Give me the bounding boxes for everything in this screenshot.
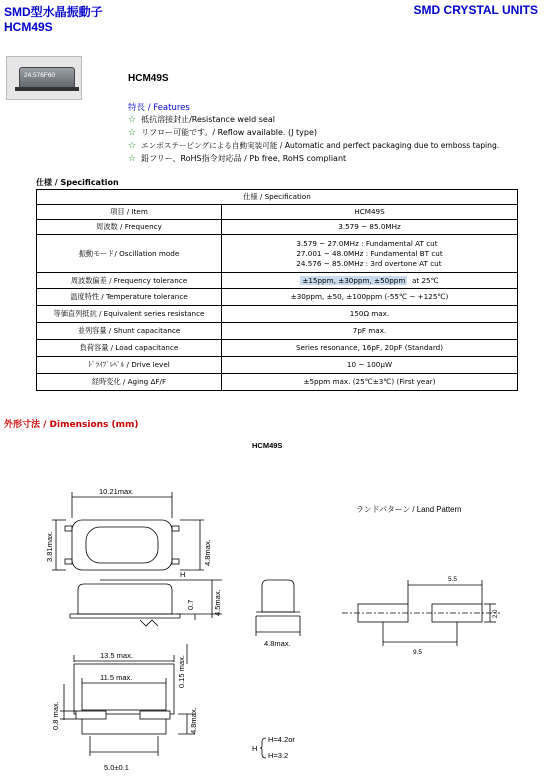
table-row: 温度特性 / Temperature tolerance ±30ppm, ±50, ±100ppm (-55℃ ~ +125℃) xyxy=(37,289,518,306)
title-jp: SMD型水晶振動子 xyxy=(4,5,103,19)
dim-side-07: 0.7 xyxy=(186,599,195,610)
top-view-lead xyxy=(172,526,179,531)
star-icon: ☆ xyxy=(128,141,137,151)
dim-right-height: 4.8max. xyxy=(203,539,212,566)
photo-label: 24.576F60 xyxy=(24,72,56,79)
table-row: 振動モード/ Oscillation mode 3.579 ~ 27.0MHz : Fundamental AT cut 27.001 ~ 48.0MHz : Fundamental BT cut 24.576 ~ 85.0MHz : 3rd overtone AT cut xyxy=(37,235,518,273)
table-row: 項目 / Item HCM49S xyxy=(37,205,518,220)
top-view-lead xyxy=(65,526,72,531)
dimensions-section-title: 外形寸法 / Dimensions (mm) xyxy=(4,420,139,430)
spec-table-header: 仕様 / Specification xyxy=(37,190,518,205)
table-row: 周波数 / Frequency 3.579 ~ 85.0MHz xyxy=(37,220,518,235)
spec-section-title: 仕様 / Specification xyxy=(36,178,119,187)
dim-pitch: 5.0±0.1 xyxy=(104,763,129,772)
dim-side-45: 4.5max. xyxy=(213,589,222,616)
feature-item: ☆ 抵抗溶接封止/Resistance weld seal xyxy=(128,115,275,125)
h-legend-2: H=3.2 xyxy=(268,751,289,760)
bottom-view-pad xyxy=(76,711,106,719)
table-row: 並列容量 / Shunt capacitance 7pF max. xyxy=(37,323,518,340)
land-pattern-title: ランドパターン / Land Pattern xyxy=(356,505,462,514)
side-view-outline xyxy=(78,584,172,614)
top-view-inner xyxy=(86,527,158,563)
feature-item: ☆ エンボステーピングによる自動実装可能 / Automatic and perfect packaging due to emboss taping. xyxy=(128,141,500,151)
star-icon: ☆ xyxy=(128,115,137,125)
features-title: 特長 / Features xyxy=(128,103,190,113)
star-icon: ☆ xyxy=(128,128,137,138)
feature-item: ☆ リフロー可能です。/ Reflow available. (J type) xyxy=(128,128,318,138)
top-view-outline xyxy=(72,520,172,570)
dim-left-height: 3.81max. xyxy=(45,531,54,562)
drawing-title: HCM49S xyxy=(252,441,283,450)
table-row: 負荷容量 / Load capacitance Series resonance, 16pF, 20pF (Standard) xyxy=(37,340,518,357)
table-row: 周波数偏差 / Frequency tolerance ±15ppm, ±30ppm, ±50ppm at 25℃ xyxy=(37,273,518,289)
dim-h015: 0.15 max. xyxy=(177,655,186,688)
top-view-lead xyxy=(172,559,179,564)
table-row: 等価直列抵抗 / Equivalent series resistance 150Ω max. xyxy=(37,306,518,323)
bottom-view-outline xyxy=(74,664,174,714)
dim-land-55: 5.5 xyxy=(448,576,458,583)
dim-land-20: 2.0 xyxy=(493,609,499,618)
table-row: 経時変化 / Aging ΔF/F ±5ppm max. (25℃±3℃) (First year) xyxy=(37,374,518,391)
dim-land-95: 9.5 xyxy=(413,649,423,656)
title-en: SMD CRYSTAL UNITS xyxy=(413,3,538,17)
bottom-view-pad xyxy=(140,711,170,719)
dim-w135: 13.5 max. xyxy=(100,651,133,660)
table-row: ﾄﾞﾗｲﾌﾞﾚﾍﾞﾙ / Drive level 10 ~ 100μW xyxy=(37,357,518,374)
h-legend-label: H xyxy=(252,744,258,753)
dim-h08: 0.8 max. xyxy=(51,701,60,730)
dim-w115: 11.5 max. xyxy=(100,673,133,682)
dim-end-width: 4.8max. xyxy=(264,639,291,648)
end-view-outline xyxy=(262,580,294,612)
dim-h48b: 4.8max. xyxy=(189,707,198,734)
h-legend-1: H=4.2or xyxy=(268,735,295,744)
star-icon: ☆ xyxy=(128,154,137,164)
tolerance-highlight: ±15ppm, ±30ppm, ±50ppm xyxy=(302,275,406,285)
feature-item: ☆ 鉛フリー、RoHS指令対応品 / Pb free, RoHS compliant xyxy=(128,154,347,164)
dim-h: H xyxy=(180,570,186,579)
top-view-lead xyxy=(65,559,72,564)
product-name: HCM49S xyxy=(128,73,169,84)
dim-top-width: 10.21max. xyxy=(99,487,135,496)
model-title: HCM49S xyxy=(4,20,53,34)
